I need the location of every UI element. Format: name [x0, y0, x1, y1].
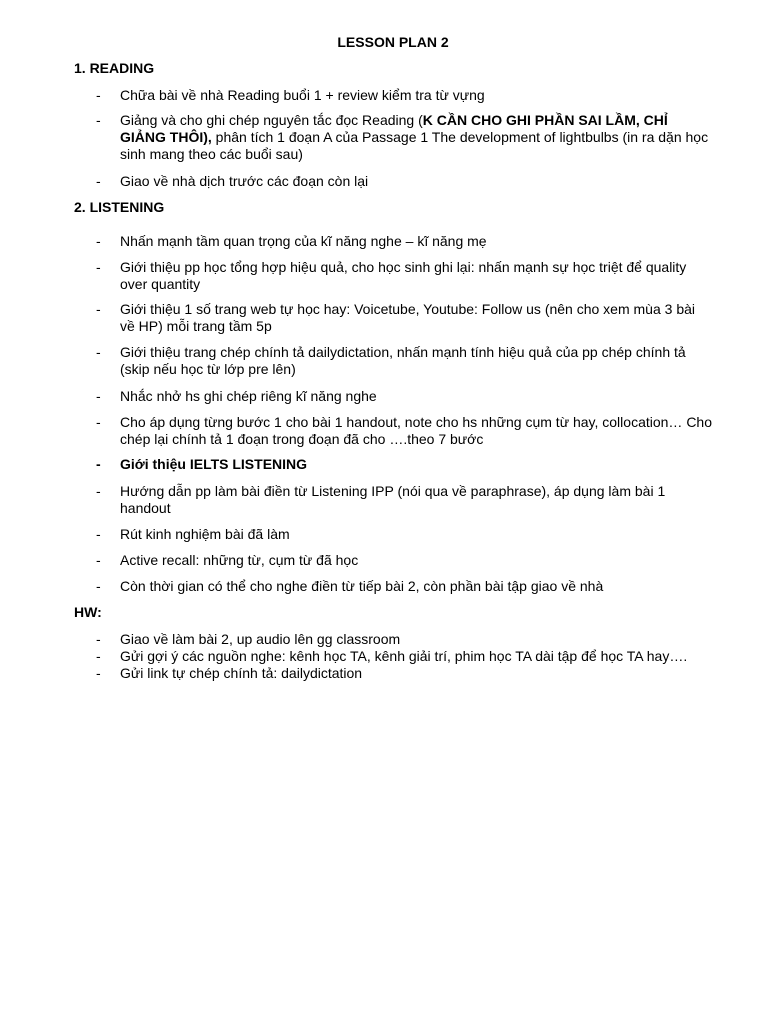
bullet-dash: - [96, 483, 101, 499]
list-item-text: Gửi gợi ý các nguồn nghe: kênh học TA, kênh giải trí, phim học TA dài tập để học TA hay…. [120, 648, 688, 664]
bullet-dash: - [96, 456, 101, 472]
bullet-dash: - [96, 112, 101, 128]
list-item-text: Rút kinh nghiệm bài đã làm [120, 526, 290, 542]
bullet-dash: - [96, 414, 101, 430]
list-item-text [120, 112, 712, 163]
bullet-dash: - [96, 233, 101, 249]
list-item-text-bold: K CẦN CHO GHI PHẦN SAI LẦM, CHỈ GIẢNG THÔI), [120, 112, 668, 145]
bullet-dash: - [96, 344, 101, 360]
list-item-text: Cho áp dụng từng bước 1 cho bài 1 handout, note cho hs những cụm từ hay, collocation… Cho chép lại chính tả 1 đoạn trong đoạn đã cho ….theo 7 bước [120, 414, 712, 447]
bullet-dash: - [96, 648, 101, 664]
list-item-text: Nhắc nhở hs ghi chép riêng kĩ năng nghe [120, 388, 377, 404]
bullet-dash: - [96, 87, 101, 103]
list-item-text: Giới thiệu trang chép chính tả dailydictation, nhấn mạnh tính hiệu quả của pp chép chính tả (skip nếu học từ lớp pre lên) [120, 344, 686, 377]
section-heading-hw: HW: [74, 604, 102, 620]
list-item-text: Hướng dẫn pp làm bài điền từ Listening IPP (nói qua về paraphrase), áp dụng làm bài 1 handout [120, 483, 666, 516]
list-item-text: Giao về nhà dịch trước các đoạn còn lại [120, 173, 369, 189]
list-item-text: Gửi link tự chép chính tả: dailydictation [120, 665, 363, 681]
list-item-text: Nhấn mạnh tầm quan trọng của kĩ năng nghe – kĩ năng mẹ [120, 233, 487, 249]
bullet-dash: - [96, 301, 101, 317]
list-item-text: Giới thiệu IELTS LISTENING [120, 456, 308, 472]
bullet-dash: - [96, 578, 101, 594]
bullet-dash: - [96, 526, 101, 542]
section-heading-listening: 2. LISTENING [74, 199, 165, 215]
list-item-text: Chữa bài về nhà Reading buổi 1 + review kiểm tra từ vựng [120, 87, 485, 103]
bullet-dash: - [96, 552, 101, 568]
list-item-text: Active recall: những từ, cụm từ đã học [120, 552, 359, 568]
bullet-dash: - [96, 631, 101, 647]
page-title: LESSON PLAN 2 [337, 34, 449, 50]
list-item-text: Giới thiệu pp học tổng hợp hiệu quả, cho học sinh ghi lại: nhấn mạnh sự học triệt để quality over quantity [120, 259, 687, 292]
bullet-dash: - [96, 665, 101, 681]
bullet-dash: - [96, 388, 101, 404]
list-item-text: Còn thời gian có thể cho nghe điền từ tiếp bài 2, còn phần bài tập giao về nhà [120, 578, 604, 594]
list-item-text-plain: phân tích 1 đoạn A của Passage 1 The development of lightbulbs (in ra dặn học sinh mang theo các buổi sau) [120, 129, 709, 162]
section-heading-reading: 1. READING [74, 60, 155, 76]
bullet-dash: - [96, 173, 101, 189]
list-item-text-plain: Giảng và cho ghi chép nguyên tắc đọc Reading ( [120, 112, 423, 128]
list-item-text: Giao về làm bài 2, up audio lên gg classroom [120, 631, 401, 647]
list-item-text: Giới thiệu 1 số trang web tự học hay: Voicetube, Youtube: Follow us (nên cho xem mùa 3 bài về HP) mỗi trang tầm 5p [120, 301, 696, 334]
bullet-dash: - [96, 259, 101, 275]
